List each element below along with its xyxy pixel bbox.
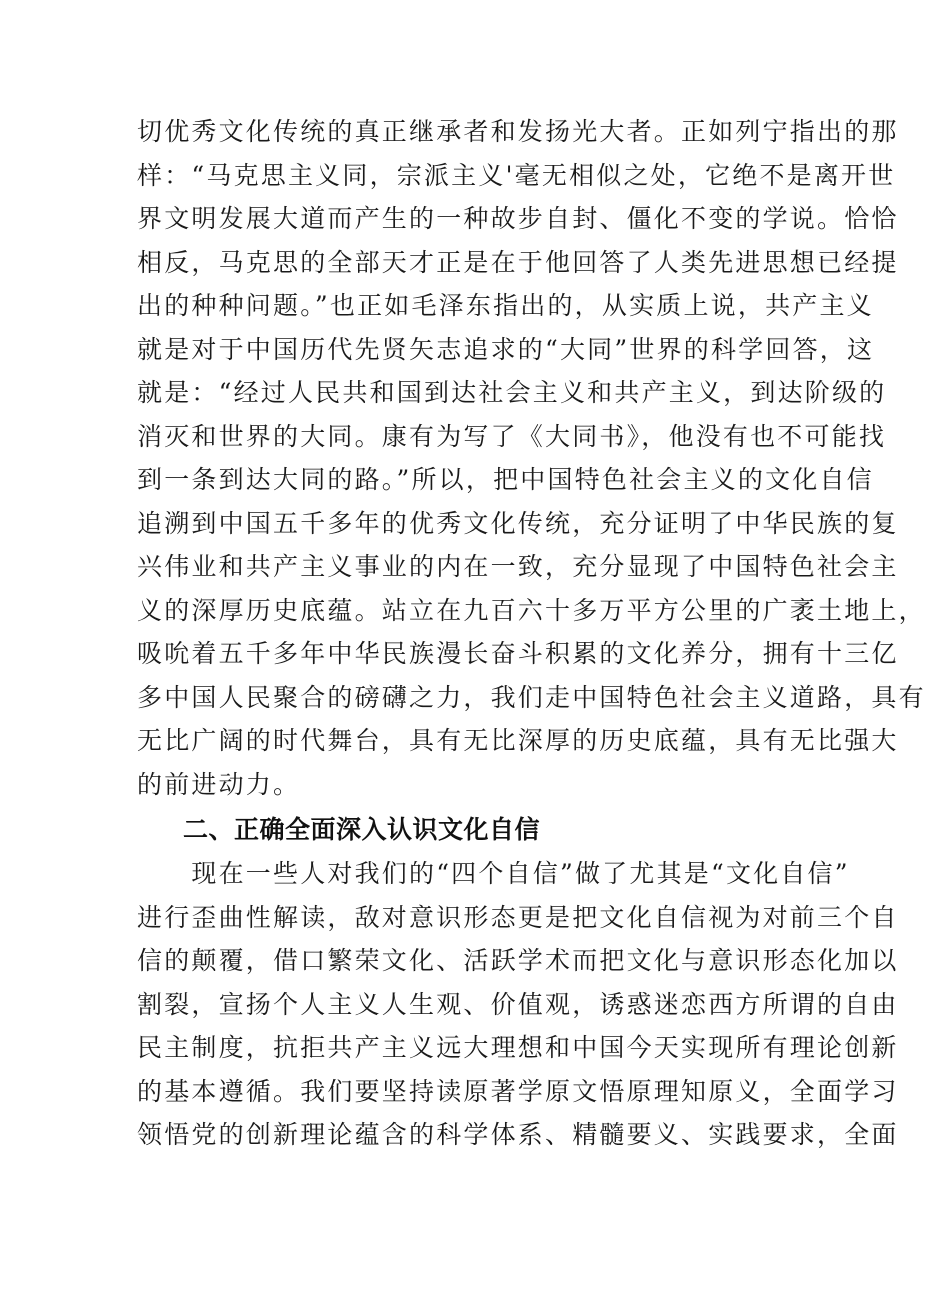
text-line: 相反，马克思的全部天才正是在于他回答了人类先进思想已经提 xyxy=(137,247,899,277)
text-line: 的基本遵循。我们要坚持读原著学原文悟原理知原义，全面学习 xyxy=(137,1076,899,1106)
text-line: 兴伟业和共产主义事业的内在一致，充分显现了中国特色社会主 xyxy=(137,552,899,581)
text-line: 领悟党的创新理论蕴含的科学体系、精髓要义、实践要求，全面 xyxy=(137,1120,899,1149)
text-line: 就是：“经过人民共和国到达社会主义和共产主义，到达阶级的 xyxy=(137,378,887,407)
paragraph-1 xyxy=(137,110,926,806)
text-line: 切优秀文化传统的真正继承者和发扬光大者。正如列宁指出的那 xyxy=(137,117,899,146)
text-line: 多中国人民聚合的磅礴之力，我们走中国特色社会主义道路，具有 xyxy=(137,682,926,712)
text-line: 消灭和世界的大同。康有为写了《大同书》，他没有也不可能找 xyxy=(137,421,887,451)
text-line: 的前进动力。 xyxy=(137,769,301,799)
text-line: 现在一些人对我们的“四个自信”做了尤其是“文化自信” xyxy=(137,859,850,888)
text-line: 样：“马克思主义同，宗派主义'毫无相似之处，它绝不是离开世 xyxy=(137,160,896,190)
section-heading: 二、正确全面深入认识文化自信 xyxy=(183,815,541,844)
text-line: 割裂，宣扬个人主义人生观、价值观，诱惑迷恋西方所谓的自由 xyxy=(137,989,899,1019)
text-line: 界文明发展大道而产生的一种故步自封、僵化不变的学说。恰恰 xyxy=(137,204,899,233)
text-line: 无比广阔的时代舞台，具有无比深厚的历史底蕴，具有无比强大 xyxy=(137,726,899,755)
text-line: 出的种种问题。”也正如毛泽东指出的，从实质上说，共产主义 xyxy=(137,291,874,320)
text-line: 信的颠覆，借口繁荣文化、活跃学术而把文化与意识形态化加以 xyxy=(137,946,899,975)
text-line: 吸吮着五千多年中华民族漫长奋斗积累的文化养分，拥有十三亿 xyxy=(137,639,899,668)
text-line: 就是对于中国历代先贤矢志追求的“大同”世界的科学回答，这 xyxy=(137,334,875,364)
text-line: 到一条到达大同的路。”所以，把中国特色社会主义的文化自信 xyxy=(137,465,874,494)
text-line: 民主制度，抗拒共产主义远大理想和中国今天实现所有理论创新 xyxy=(137,1033,899,1062)
text-line: 进行歪曲性解读，敌对意识形态更是把文化自信视为对前三个自 xyxy=(137,902,899,932)
text-line: 追溯到中国五千多年的优秀文化传统，充分证明了中华民族的复 xyxy=(137,508,899,538)
text-line: 义的深厚历史底蕴。站立在九百六十多万平方公里的广袤土地上， xyxy=(137,595,926,625)
paragraph-2 xyxy=(137,852,899,1157)
